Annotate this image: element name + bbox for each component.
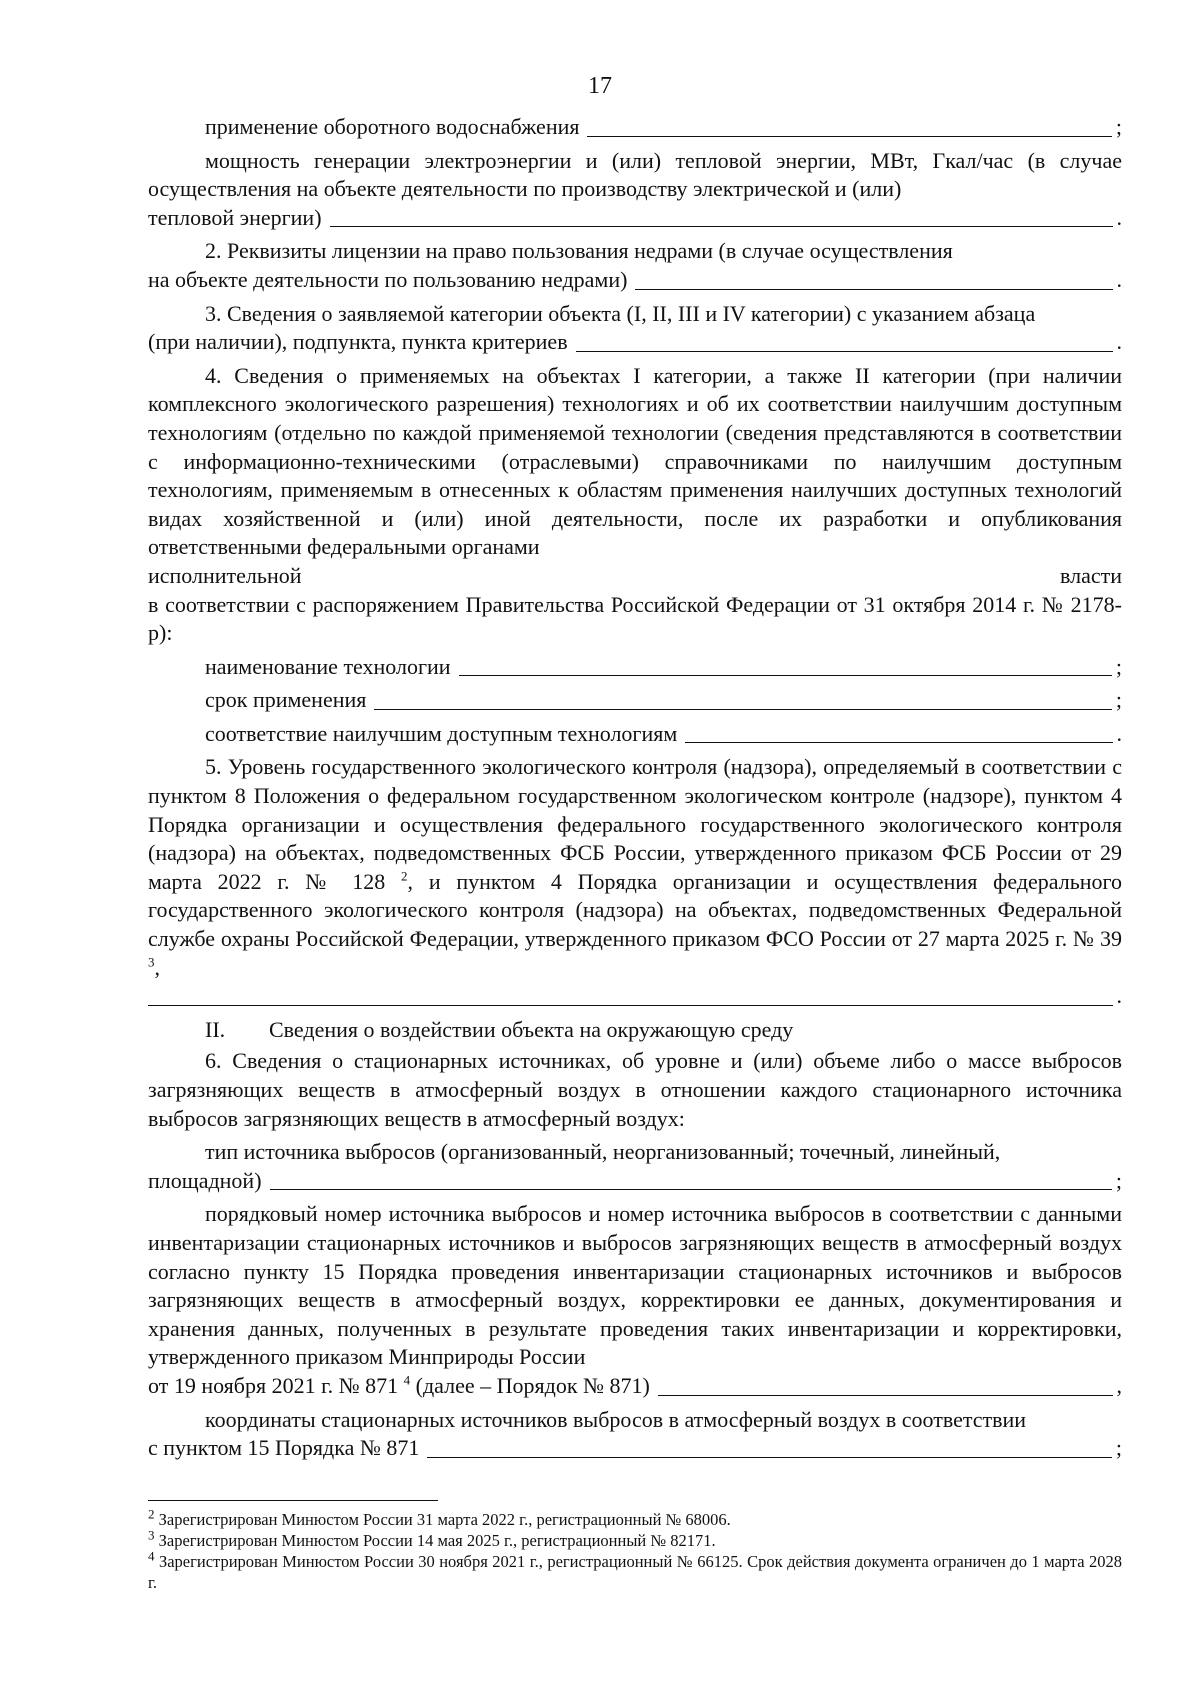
fill-line-application-term: срок применения ;	[148, 686, 1122, 715]
fill-line-category: (при наличии), подпункта, пункта критериев .	[148, 328, 1122, 357]
paragraph-generation-capacity: мощность генерации электроэнергии и (или) тепловой энергии, МВт, Гкал/час (в случае осуществления на объекте деятельности по производству электрической и (или)	[148, 147, 1122, 202]
field-label: с пунктом 15 Порядка № 871	[148, 1435, 420, 1461]
paragraph-source-type: тип источника выбросов (организованный, неорганизованный; точечный, линейный,	[205, 1139, 1001, 1165]
footnote-ref: 3	[148, 954, 155, 970]
fill-line-bat-compliance: соответствие наилучшим доступным технологиям .	[148, 720, 1122, 749]
blank-line	[374, 708, 1111, 710]
paragraph-license: 2. Реквизиты лицензии на право пользования недрами (в случае осуществления	[205, 238, 953, 264]
footnotes	[148, 1500, 1122, 1593]
footnote-separator	[148, 1500, 438, 1501]
fill-line-coordinates: с пунктом 15 Порядка № 871 ;	[148, 1434, 1122, 1463]
blank-line	[270, 1188, 1112, 1190]
field-label: площадной)	[148, 1167, 262, 1193]
footnote-ref: 2	[401, 868, 408, 884]
fill-line-source-type: площадной) ;	[148, 1167, 1122, 1196]
fill-line-technology-name: наименование технологии ;	[148, 653, 1122, 682]
field-label: срок применения	[205, 687, 367, 713]
blank-line	[685, 741, 1112, 743]
blank-line	[427, 1456, 1112, 1458]
blank-line	[576, 350, 1113, 352]
footnote-3: $^3$ Зарегистрирован Минюстом России 14 мая 2025 г., регистрационный № 82171.	[148, 1527, 716, 1550]
field-label: от 19 ноября 2021 г. № 871 $^4$ (далее – Порядок № 871)	[148, 1372, 650, 1398]
section-number: II.	[205, 1016, 226, 1042]
blank-line	[459, 674, 1112, 676]
fill-line-control-level: .	[148, 982, 1122, 1011]
spread-line: исполнительной власти	[148, 562, 1122, 588]
blank-line	[658, 1394, 1113, 1396]
footnote-4: $^4$ Зарегистрирован Минюстом России 30 ноября 2021 г., регистрационный № 66125. Срок действия документа ограничен до 1 марта 2028 г.	[148, 1548, 1123, 1592]
blank-line	[148, 1004, 1113, 1006]
fill-line-license: на объекте деятельности по пользованию недрами) .	[148, 266, 1122, 295]
footnote-2: $^2$ Зарегистрирован Минюстом России 31 марта 2022 г., регистрационный № 68006.	[148, 1506, 731, 1529]
paragraph-coordinates: координаты стационарных источников выбросов в атмосферный воздух в соответствии	[205, 1406, 1027, 1432]
fill-line-source-number: от 19 ноября 2021 г. № 871 $^4$ (далее – Порядок № 871) ,	[148, 1372, 1122, 1401]
paragraph-source-number: порядковый номер источника выбросов и номер источника выбросов в соответствии с данными инвентаризации стационарных источников и выбросов загрязняющих веществ в атмосферный воздух согласно пункту 15 Порядка проведения инвентаризации стационарных источников и выбросов загрязняющих веществ в атмосферный воздух, корректировки ее данных, документирования и хранения данных, полученных в результате проведения таких инвентаризации и корректировки, утвержденного приказом Минприроды России	[148, 1201, 1122, 1370]
paragraph-control-level: 5. Уровень государственного экологического контроля (надзора), определяемый в соответствии с пунктом 8 Положения о федеральном государственном экологическом контроле (надзоре), пунктом 4 Порядка организации и осуществления федерального государственного экологического контроля (надзора) на объектах, подведомственных ФСБ России, утвержденного приказом ФСБ России от 29 марта 2022 г. № 128 $^2$, и пунктом 4 Порядка организации и осуществления федерального государственного экологического контроля (надзора) на объектах, подведомственных Федеральной службе охраны Российской Федерации, утвержденного приказом ФСО России от 27 марта 2025 г. № 39 $^3$,	[148, 754, 1122, 980]
paragraph-technologies-tail: в соответствии с распоряжением Правительства Российской Федерации от 31 октября 2014 г. № 2178-р):	[148, 591, 1122, 646]
field-label: соответствие наилучшим доступным технологиям	[205, 720, 678, 746]
field-label: наименование технологии	[205, 653, 451, 679]
section-heading	[205, 1016, 1122, 1045]
fill-line-water-supply: применение оборотного водоснабжения ;	[148, 113, 1122, 142]
page-number: 17	[588, 73, 612, 99]
field-label: на объекте деятельности по пользованию недрами)	[148, 266, 628, 292]
field-label: (при наличии), подпункта, пункта критериев	[148, 329, 568, 355]
footnote-ref: 4	[403, 1372, 411, 1388]
blank-line	[635, 288, 1112, 290]
fill-line-heat-energy: тепловой энергии) .	[148, 204, 1122, 233]
paragraph-stationary-sources: 6. Сведения о стационарных источниках, об уровне и (или) объеме либо о массе выбросов загрязняющих веществ в атмосферный воздух в отношении каждого стационарного источника выбросов загрязняющих веществ в атмосферный воздух:	[148, 1048, 1122, 1131]
paragraph-technologies: 4. Сведения о применяемых на объектах I категории, а также II категории (при наличии комплексного экологического разрешения) технологиях и об их соответствии наилучшим доступным технологиям (отдельно по каждой применяемой технологии (сведения представляются в соответствии с информационно-техническими (отраслевыми) справочниками по наилучшим доступным технологиям, применяемым в отнесенных к областям применения наилучших доступных технологий видах хозяйственной и (или) иной деятельности, после их разработки и опубликования ответственными федеральными органами	[148, 362, 1122, 560]
paragraph-category: 3. Сведения о заявляемой категории объекта (I, II, III и IV категории) с указанием абзаца	[205, 300, 1036, 326]
blank-line	[587, 135, 1111, 137]
field-label: применение оборотного водоснабжения	[205, 114, 580, 139]
section-title: Сведения о воздействии объекта на окружающую среду	[269, 1016, 794, 1042]
blank-line	[330, 225, 1113, 227]
document-body	[148, 113, 1122, 1468]
field-label: тепловой энергии)	[148, 204, 322, 230]
